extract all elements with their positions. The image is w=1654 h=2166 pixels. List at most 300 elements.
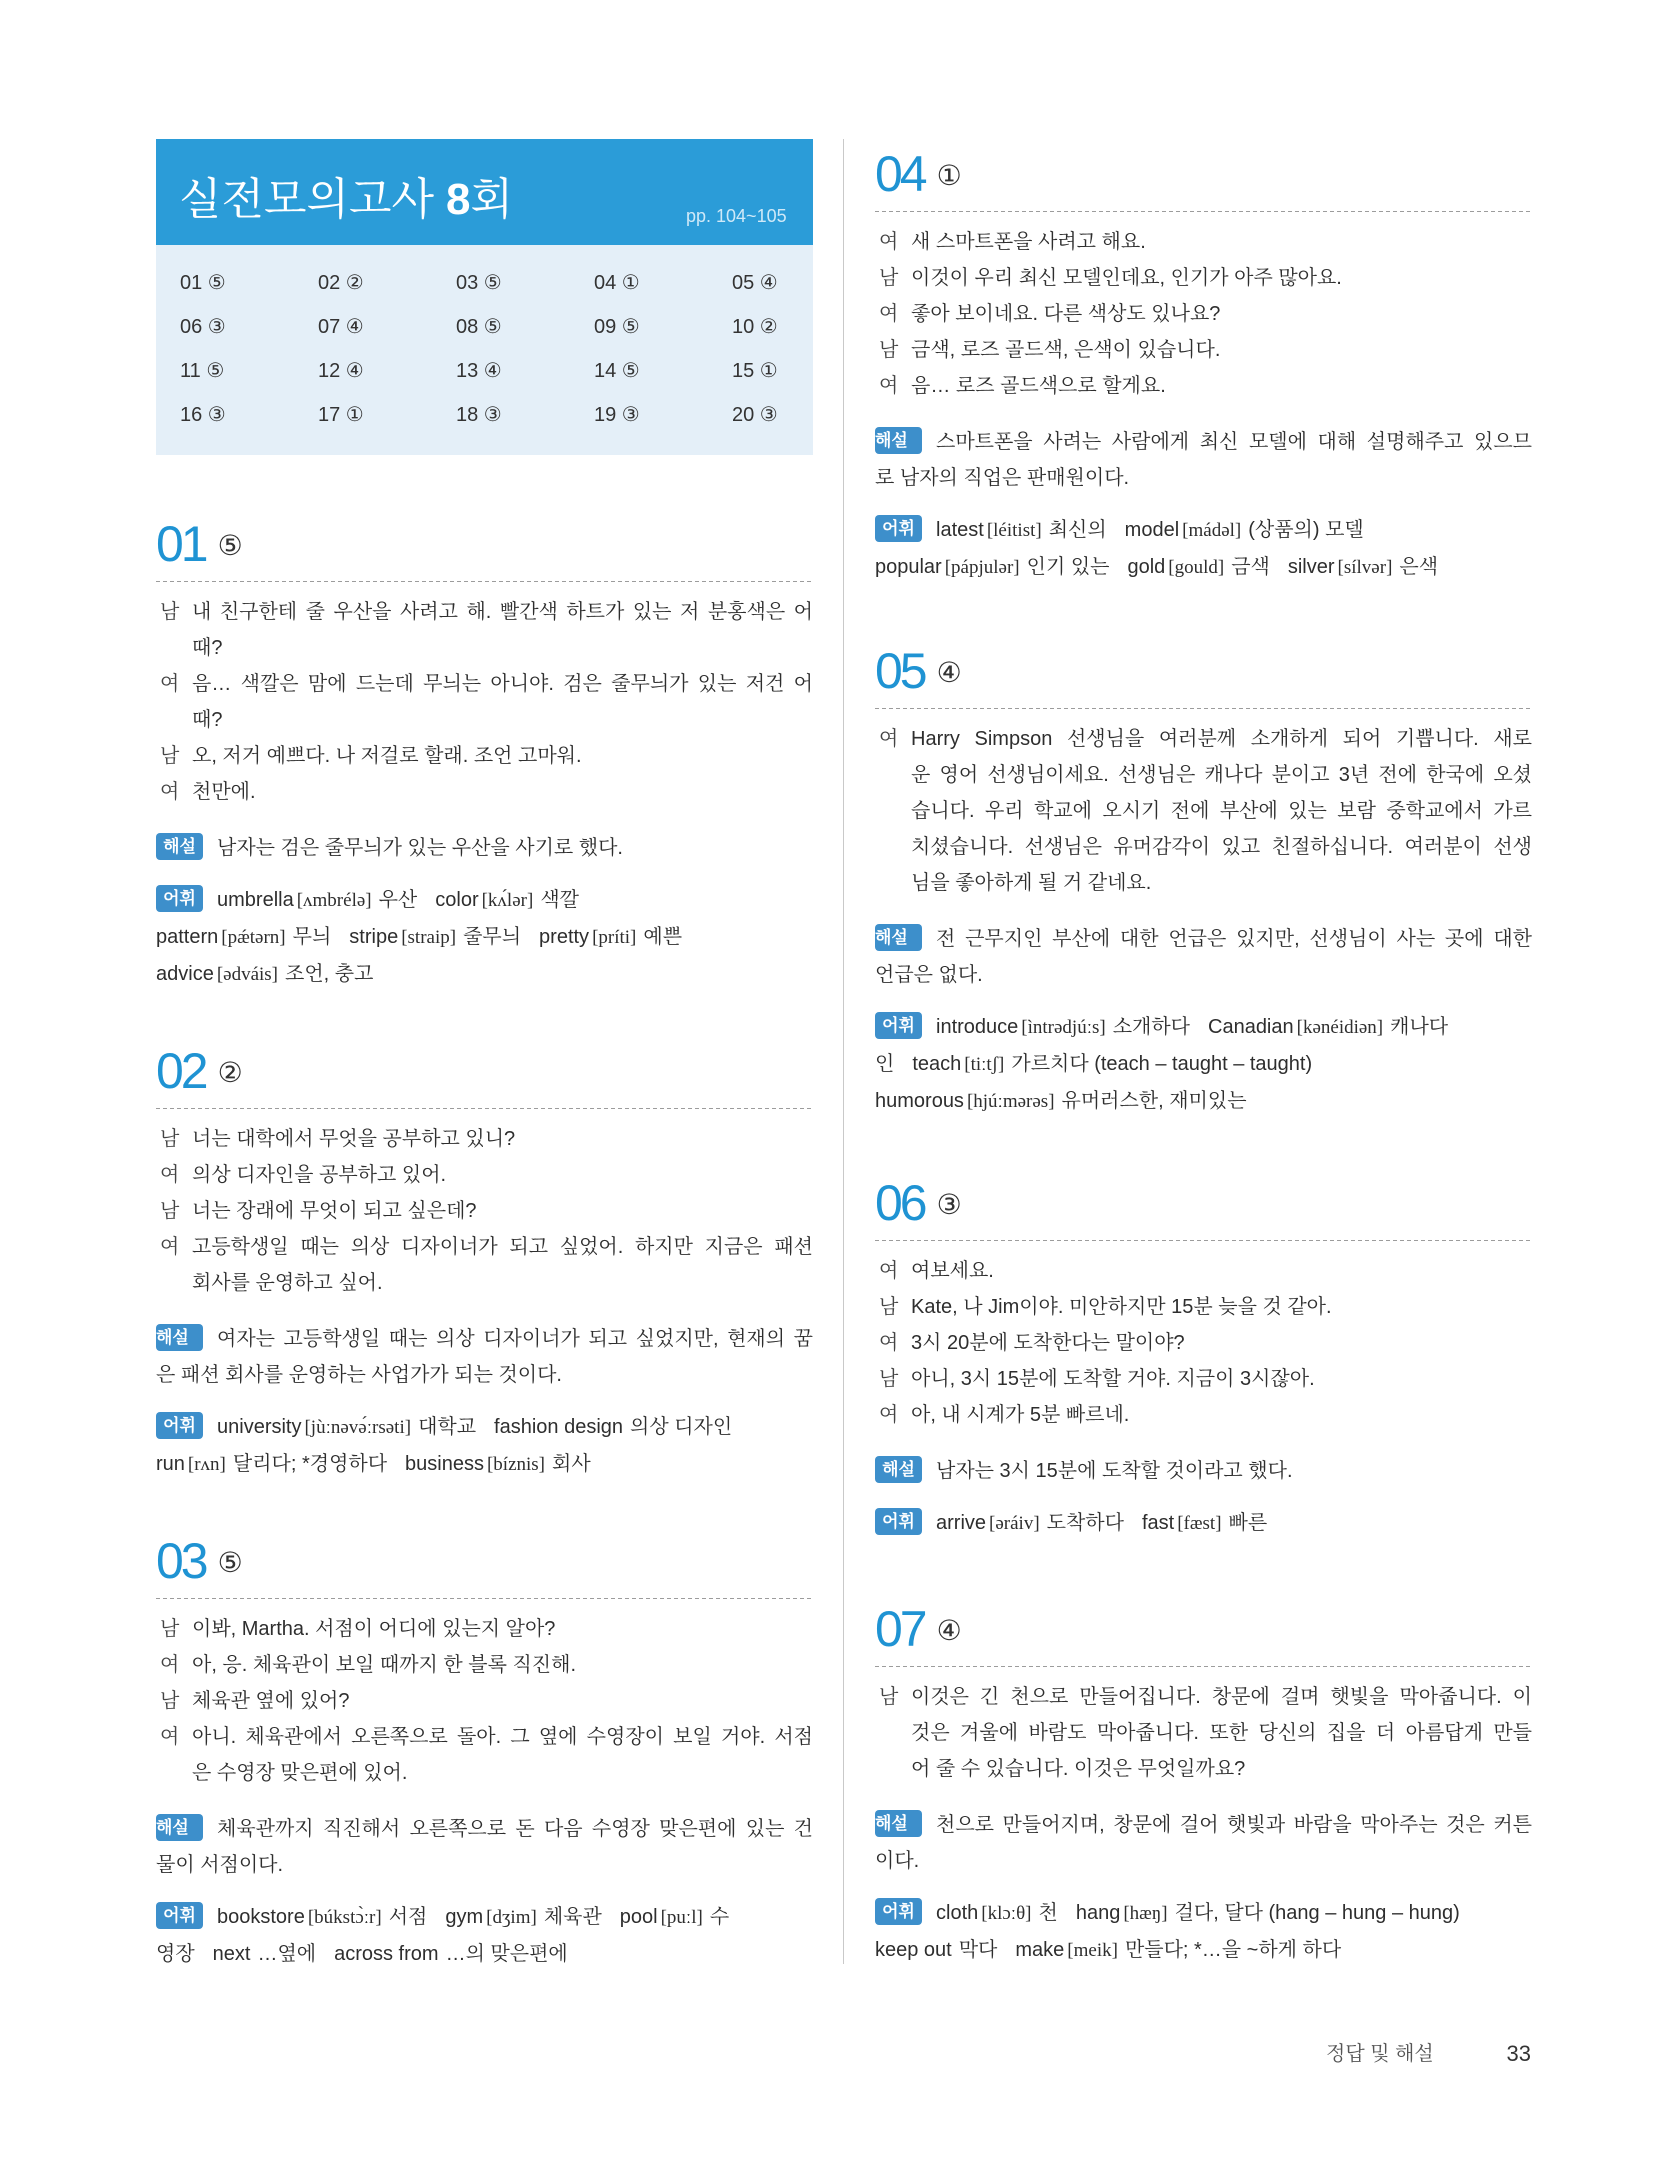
speaker-label: 여 [160, 1726, 180, 1748]
vocab-phonetic: [pápjulər] [944, 557, 1020, 578]
explanation-line [875, 1453, 1532, 1489]
dialogue-text: 이봐, Martha. 서점이 어디에 있는지 알아? [192, 1618, 556, 1640]
dialogue-turn [156, 1647, 813, 1683]
vocab-meaning: 최신의 [1048, 519, 1107, 541]
answer-key-cell: 10 ② [732, 315, 778, 338]
vocabulary-line [156, 956, 813, 993]
vocabulary-line [875, 1505, 1532, 1542]
explanation-text: 여자는 고등학생일 때는 의상 디자이너가 되고 싶었지만, 현재의 꿈 [217, 1328, 813, 1350]
dialogue-text: 너는 대학에서 무엇을 공부하고 있니? [192, 1128, 516, 1150]
vocab-phonetic: [meik] [1067, 1940, 1118, 1961]
vocab-entry [1208, 1016, 1448, 1038]
vocab-word: color [435, 889, 479, 911]
dialogue-script [156, 594, 813, 810]
dialogue-text: 운 영어 선생님이세요. 선생님은 캐나다 분이고 3년 전에 한국에 오셨 [911, 764, 1532, 786]
answer-key-cell: 09 ⑤ [594, 315, 640, 338]
dialogue-text: 고등학생일 때는 의상 디자이너가 되고 싶었어. 하지만 지금은 패션 [192, 1236, 813, 1258]
explanation-text: 체육관까지 직진해서 오른쪽으로 돈 다음 수영장 맞은편에 있는 건 [217, 1818, 813, 1840]
vocabulary-badge: 어휘 [875, 1012, 922, 1039]
dialogue-text: 치셨습니다. 선생님은 유머감각이 있고 친절하십니다. 여러분이 선생 [911, 836, 1532, 858]
question-number: 01 [156, 516, 206, 572]
vocab-entry [217, 889, 417, 911]
vocab-entry [1015, 1939, 1341, 1961]
vocab-word: pattern [156, 926, 219, 948]
explanation-line [875, 957, 1532, 993]
vocabulary-line [875, 1083, 1532, 1120]
speaker-label: 여 [160, 673, 180, 695]
answer-section-04 [875, 144, 1532, 586]
explanation-badge: 해설 [875, 924, 922, 951]
vocab-phonetic: [sílvər] [1337, 557, 1393, 578]
section-heading [156, 514, 813, 581]
dialogue-turn [156, 666, 813, 738]
answer-key-cell: 04 ① [594, 271, 640, 294]
dialogue-text: 이것이 우리 최신 모델인데요, 인기가 아주 많아요. [911, 267, 1342, 289]
vocab-meaning: 빠른 [1228, 1512, 1268, 1534]
answer-key-cell: 01 ⑤ [180, 271, 226, 294]
vocab-phonetic: [dʒim] [486, 1907, 537, 1928]
vocab-entry [494, 1416, 732, 1438]
vocab-entry [156, 963, 373, 985]
vocab-entry [1076, 1902, 1460, 1924]
speaker-label: 남 [160, 1690, 180, 1712]
vocab-entry [620, 1906, 729, 1928]
vocab-meaning: 대학교 [418, 1416, 477, 1438]
dialogue-turn [156, 1121, 813, 1157]
dialogue-text: 아니, 3시 15분에 도착할 거야. 지금이 3시잖아. [911, 1368, 1315, 1390]
answer-section-02 [156, 1041, 813, 1483]
explanation-text: 전 근무지인 부산에 대한 언급은 있지만, 선생님이 사는 곳에 대한 [936, 928, 1532, 950]
vocab-entry [539, 926, 682, 948]
vocab-phonetic: [əráiv] [989, 1513, 1040, 1534]
page-title [179, 169, 513, 231]
speaker-label: 남 [160, 601, 180, 623]
dashed-divider [156, 1598, 813, 1599]
dialogue-line [192, 1229, 813, 1265]
explanation-line [875, 1807, 1532, 1843]
vocab-word: fashion design [494, 1416, 624, 1438]
vocab-word: run [156, 1453, 185, 1475]
explanation-badge: 해설 [156, 1814, 203, 1841]
vocab-phonetic: [fæst] [1177, 1513, 1222, 1534]
section-heading [875, 1599, 1532, 1666]
vocabulary-line [156, 919, 813, 956]
dialogue-text: 새 스마트폰을 사려고 해요. [911, 231, 1146, 253]
dialogue-turn [875, 721, 1532, 901]
answer-choice: ① [936, 160, 962, 191]
vocab-phonetic: [klɔːθ] [981, 1903, 1032, 1924]
dialogue-text: 체육관 옆에 있어? [192, 1690, 350, 1712]
answer-key-cell: 15 ① [732, 359, 778, 382]
vocab-meaning: 인기 있는 [1026, 556, 1110, 578]
dialogue-line [192, 738, 813, 774]
dialogue-turn [875, 1679, 1532, 1787]
dashed-divider [156, 1108, 813, 1109]
speaker-label: 남 [160, 1618, 180, 1640]
vocabulary-line [875, 1932, 1532, 1969]
dialogue-text: 아니. 체육관에서 오른쪽으로 돌아. 그 옆에 수영장이 보일 거야. 서점 [192, 1726, 813, 1748]
question-number: 05 [875, 643, 925, 699]
dialogue-line [911, 757, 1532, 793]
dialogue-line [192, 1157, 813, 1193]
vocab-phonetic: [ʌmbrélə] [296, 890, 372, 911]
vocab-phonetic: [kənéidiən] [1296, 1017, 1384, 1038]
dialogue-turn [156, 1193, 813, 1229]
vocab-entry [875, 1939, 997, 1961]
question-number: 06 [875, 1175, 925, 1231]
vocab-phonetic: [hjúːmərəs] [966, 1091, 1055, 1112]
dialogue-text: 음… 로즈 골드색으로 할게요. [911, 375, 1166, 397]
vocabulary-badge: 어휘 [156, 1412, 203, 1439]
speaker-label: 남 [879, 1686, 899, 1708]
vocab-word: gold [1127, 556, 1166, 578]
dialogue-text: 3시 20분에 도착한다는 말이야? [911, 1332, 1185, 1354]
vocabulary-line [156, 1446, 813, 1483]
vocab-meaning: 은색 [1399, 556, 1439, 578]
vocab-phonetic: [straip] [401, 927, 457, 948]
dialogue-line [192, 594, 813, 630]
explanation-line [156, 1321, 813, 1357]
dialogue-turn [156, 1719, 813, 1791]
vocab-word: next [212, 1943, 251, 1965]
dialogue-text: 천만에. [192, 781, 256, 803]
explanation-badge: 해설 [156, 1324, 203, 1351]
vocab-meaning: (상품의) 모델 [1248, 519, 1364, 541]
dialogue-turn [875, 1289, 1532, 1325]
explanation-block [156, 1321, 813, 1393]
vocabulary-line [875, 1046, 1532, 1083]
explanation-line [156, 1357, 813, 1393]
answer-key-cell: 08 ⑤ [456, 315, 502, 338]
speaker-label: 남 [879, 1296, 899, 1318]
speaker-label: 여 [160, 781, 180, 803]
page-range: pp. 104~105 [686, 206, 787, 226]
vocab-meaning: 천 [1038, 1902, 1058, 1924]
vocab-meaning: 만들다; *…을 ~하게 하다 [1124, 1939, 1342, 1961]
dialogue-line [192, 666, 813, 702]
speaker-label: 남 [160, 1128, 180, 1150]
dialogue-turn [156, 738, 813, 774]
answer-key-cell: 20 ③ [732, 403, 778, 426]
answer-section-01 [156, 514, 813, 993]
dialogue-text: 때? [192, 709, 223, 731]
explanation-line [156, 1811, 813, 1847]
answer-choice: ⑤ [217, 530, 243, 561]
speaker-label: 남 [879, 267, 899, 289]
vocab-meaning: 수 [709, 1906, 730, 1928]
dialogue-line [911, 260, 1532, 296]
dialogue-text: 것은 겨울에 바람도 막아줍니다. 또한 당신의 집을 더 아름답게 만들 [911, 1722, 1532, 1744]
vocabulary-line [156, 882, 813, 919]
vocabulary-line [156, 1409, 813, 1446]
dialogue-turn [875, 1361, 1532, 1397]
answer-key-cell: 11 ⑤ [180, 359, 225, 382]
question-number: 07 [875, 1601, 925, 1657]
section-heading [875, 144, 1532, 211]
vocab-meaning: 소개하다 [1112, 1016, 1190, 1038]
question-number: 03 [156, 1533, 206, 1589]
dialogue-turn [156, 774, 813, 810]
vocab-meaning: 도착하다 [1046, 1512, 1124, 1534]
explanation-block [875, 424, 1532, 496]
vocab-meaning: 달리다; *경영하다 [232, 1453, 388, 1475]
vocab-entry [912, 1053, 1312, 1075]
dialogue-text: 때? [192, 637, 223, 659]
vocab-meaning: …의 맞은편에 [445, 1943, 568, 1965]
explanation-block [875, 1807, 1532, 1879]
vocab-phonetic: [jùːnəvə́ːrsəti] [304, 1417, 412, 1438]
vocab-phonetic: [gould] [1168, 557, 1225, 578]
vocab-entry [1127, 556, 1269, 578]
dialogue-line [911, 1715, 1532, 1751]
speaker-label: 남 [160, 1200, 180, 1222]
explanation-badge: 해설 [156, 833, 203, 860]
dialogue-line [911, 829, 1532, 865]
dialogue-text: 은 수영장 맞은편에 있어. [192, 1762, 408, 1784]
vocab-entry [936, 1902, 1058, 1924]
vocab-word: pretty [539, 926, 590, 948]
answer-key-cell: 19 ③ [594, 403, 640, 426]
vocab-meaning: 인 [875, 1053, 895, 1075]
vocab-entry [875, 556, 1109, 578]
vocab-entry [445, 1906, 601, 1928]
vocabulary-badge: 어휘 [875, 515, 922, 542]
dialogue-turn [875, 1397, 1532, 1433]
answer-key-cell: 06 ③ [180, 315, 226, 338]
explanation-line [875, 460, 1532, 496]
explanation-text: 로 남자의 직업은 판매원이다. [875, 467, 1130, 489]
answer-key-cell: 13 ④ [456, 359, 502, 382]
question-number: 02 [156, 1043, 206, 1099]
vocabulary-block [875, 1505, 1532, 1542]
explanation-line [875, 921, 1532, 957]
explanation-text: 언급은 없다. [875, 964, 983, 986]
vocab-word: humorous [875, 1090, 964, 1112]
explanation-text: 은 패션 회사를 운영하는 사업가가 되는 것이다. [156, 1364, 562, 1386]
vocab-meaning: 서점 [388, 1906, 428, 1928]
answer-choice: ③ [936, 1189, 962, 1220]
vocabulary-block [875, 1895, 1532, 1969]
vocab-entry [156, 926, 331, 948]
vocab-word: introduce [936, 1016, 1019, 1038]
explanation-block [156, 830, 813, 866]
dialogue-script [875, 1679, 1532, 1787]
dialogue-line [911, 332, 1532, 368]
dialogue-line [192, 1611, 813, 1647]
dialogue-text: 습니다. 우리 학교에 오시기 전에 부산에 있는 보람 중학교에서 가르 [911, 800, 1532, 822]
answer-choice: ② [217, 1057, 243, 1088]
dialogue-text: 금색, 로즈 골드색, 은색이 있습니다. [911, 339, 1221, 361]
vocab-meaning: 금색 [1231, 556, 1270, 578]
dialogue-line [911, 1325, 1532, 1361]
explanation-badge: 해설 [875, 427, 922, 454]
question-number: 04 [875, 146, 925, 202]
speaker-label: 남 [879, 1368, 899, 1390]
dialogue-line [911, 1361, 1532, 1397]
page-number: 33 [1506, 2041, 1531, 2066]
section-heading [875, 641, 1532, 708]
speaker-label: 여 [879, 375, 899, 397]
dialogue-line [911, 224, 1532, 260]
speaker-label: 여 [879, 1332, 899, 1354]
explanation-badge: 해설 [875, 1456, 922, 1483]
vocab-phonetic: [bíznis] [486, 1454, 546, 1475]
dialogue-text: 음… 색깔은 맘에 드는데 무늬는 아니야. 검은 줄무늬가 있는 저건 어 [192, 673, 813, 695]
explanation-line [156, 830, 813, 866]
answer-key-cell: 18 ③ [456, 403, 502, 426]
vocab-word: keep out [875, 1939, 952, 1961]
explanation-block [875, 1453, 1532, 1489]
vocab-meaning: 영장 [156, 1943, 195, 1965]
explanation-block [156, 1811, 813, 1883]
vocab-word: gym [445, 1906, 484, 1928]
answer-key-cell: 02 ② [318, 271, 364, 294]
answer-key-cell: 07 ④ [318, 315, 364, 338]
vocab-meaning: 유머러스한, 재미있는 [1061, 1090, 1247, 1112]
vocab-entry [217, 1416, 476, 1438]
vocab-meaning: 조언, 충고 [285, 963, 374, 985]
dialogue-line [192, 1647, 813, 1683]
vocab-phonetic: [mádəl] [1182, 520, 1242, 541]
explanation-text: 스마트폰을 사려는 사람에게 최신 모델에 대해 설명해주고 있으므 [936, 431, 1532, 453]
dialogue-text: 회사를 운영하고 싶어. [192, 1272, 383, 1294]
speaker-label: 여 [160, 1164, 180, 1186]
vocab-phonetic: [ìntrədjúːs] [1021, 1017, 1106, 1038]
vocab-word: across from [334, 1943, 439, 1965]
page-title-text: 실전모의고사 [179, 175, 435, 224]
vocab-word: make [1015, 1939, 1065, 1961]
vocabulary-line [875, 1009, 1532, 1046]
answer-key-cell: 12 ④ [318, 359, 364, 382]
speaker-label: 여 [879, 231, 899, 253]
vocab-phonetic: [búkstɔ̀ːr] [307, 1907, 382, 1928]
dialogue-line [192, 1683, 813, 1719]
vocab-meaning: 캐나다 [1390, 1016, 1449, 1038]
vocab-word: silver [1287, 556, 1335, 578]
dialogue-line [911, 368, 1532, 404]
vocab-word: stripe [349, 926, 399, 948]
page-title-number: 8 [446, 175, 471, 224]
page-title-unit: 회 [470, 175, 514, 224]
answer-key-cell: 16 ③ [180, 403, 226, 426]
vocab-meaning: 줄무늬 [463, 926, 522, 948]
vocab-phonetic: [rʌn] [187, 1454, 226, 1475]
dialogue-line [911, 1679, 1532, 1715]
answer-section-06 [875, 1173, 1532, 1542]
answer-key-cell: 17 ① [318, 403, 364, 426]
speaker-label: 여 [160, 1654, 180, 1676]
explanation-text: 천으로 만들어지며, 창문에 걸어 햇빛과 바람을 막아주는 것은 커튼 [936, 1814, 1532, 1836]
vocab-entry [405, 1453, 591, 1475]
vocab-word: Canadian [1208, 1016, 1294, 1038]
vocabulary-badge: 어휘 [875, 1508, 922, 1535]
dashed-divider [156, 581, 813, 582]
answer-choice: ④ [936, 657, 962, 688]
dialogue-text: 여보세요. [911, 1260, 994, 1282]
vocab-phonetic: [puːl] [660, 1907, 703, 1928]
answer-section-05 [875, 641, 1532, 1120]
dialogue-turn [156, 1611, 813, 1647]
vocab-entry [435, 889, 579, 911]
dashed-divider [875, 1666, 1532, 1667]
vocab-entry [936, 519, 1107, 541]
explanation-text: 남자는 검은 줄무늬가 있는 우산을 사기로 했다. [217, 837, 623, 859]
vocab-meaning: …옆에 [257, 1943, 317, 1965]
dialogue-line [192, 774, 813, 810]
vocab-word: arrive [936, 1512, 987, 1534]
vocab-meaning: 체육관 [543, 1906, 602, 1928]
vocab-meaning: 회사 [552, 1453, 591, 1475]
explanation-badge: 해설 [875, 1810, 922, 1837]
answer-key-grid [156, 245, 813, 436]
vocab-entry [156, 1943, 195, 1965]
dialogue-text: Kate, 나 Jim이야. 미안하지만 15분 늦을 것 같아. [911, 1296, 1332, 1318]
answer-section-07 [875, 1599, 1532, 1969]
vocabulary-badge: 어휘 [875, 1898, 922, 1925]
vocabulary-line [156, 1899, 813, 1936]
dialogue-turn [875, 260, 1532, 296]
vocab-word: hang [1075, 1902, 1121, 1924]
dialogue-text: 아, 응. 체육관이 보일 때까지 한 블록 직진해. [192, 1654, 577, 1676]
explanation-text: 물이 서점이다. [156, 1854, 284, 1876]
speaker-label: 남 [160, 745, 180, 767]
dialogue-turn [156, 594, 813, 666]
dialogue-line [911, 1751, 1532, 1787]
vocab-word: business [405, 1453, 484, 1475]
answer-key-cell: 05 ④ [732, 271, 778, 294]
dialogue-turn [156, 1683, 813, 1719]
speaker-label: 여 [879, 728, 899, 750]
dialogue-text: 님을 좋아하게 될 거 같네요. [911, 872, 1152, 894]
dialogue-turn [875, 296, 1532, 332]
explanation-block [875, 921, 1532, 993]
dialogue-turn [875, 224, 1532, 260]
dialogue-line [192, 1719, 813, 1755]
vocab-meaning: 무늬 [292, 926, 332, 948]
vocab-entry [875, 1053, 894, 1075]
answer-key-cell: 03 ⑤ [456, 271, 502, 294]
column-divider [843, 139, 844, 1964]
vocabulary-block [156, 1899, 813, 1972]
dialogue-line [911, 1397, 1532, 1433]
vocab-word: cloth [936, 1902, 979, 1924]
vocab-meaning: 가르치다 (teach – taught – taught) [1011, 1053, 1313, 1075]
dialogue-line [911, 721, 1532, 757]
explanation-text: 이다. [875, 1850, 920, 1872]
dialogue-text: 오, 저거 예쁘다. 나 저걸로 할래. 조언 고마워. [192, 745, 582, 767]
dashed-divider [875, 1240, 1532, 1241]
dialogue-line [192, 1265, 813, 1301]
speaker-label: 여 [879, 303, 899, 325]
dialogue-line [911, 296, 1532, 332]
vocab-entry [349, 926, 521, 948]
dashed-divider [875, 211, 1532, 212]
vocabulary-block [156, 1409, 813, 1483]
vocab-entry [213, 1943, 316, 1965]
vocab-entry [1288, 556, 1438, 578]
dialogue-turn [875, 1253, 1532, 1289]
dialogue-script [156, 1121, 813, 1301]
vocab-word: bookstore [217, 1906, 305, 1928]
speaker-label: 여 [879, 1260, 899, 1282]
vocab-meaning: 막다 [958, 1939, 998, 1961]
dialogue-line [911, 793, 1532, 829]
dialogue-script [875, 721, 1532, 901]
explanation-line [875, 424, 1532, 460]
vocab-entry [156, 1453, 387, 1475]
answer-choice: ⑤ [217, 1547, 243, 1578]
vocab-meaning: 우산 [378, 889, 418, 911]
